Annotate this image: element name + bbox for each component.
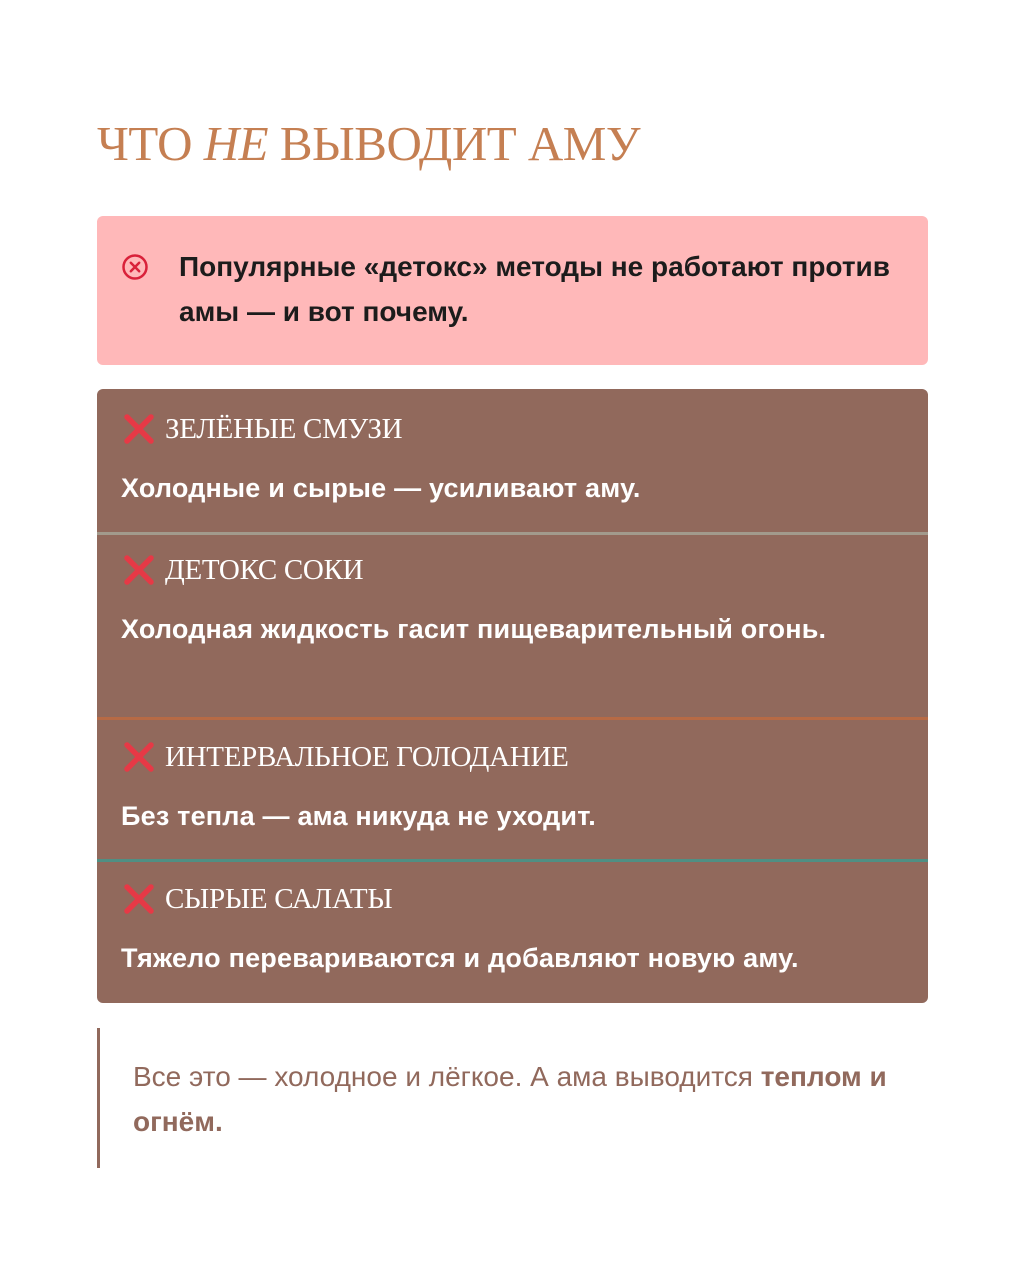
cross-mark-icon [121, 411, 157, 447]
item-header [121, 552, 363, 588]
cross-mark-icon [121, 552, 157, 588]
item-title: ДЕТОКС СОКИ [165, 554, 364, 586]
cross-mark-icon [121, 739, 157, 775]
list-item-raw-salads [97, 859, 928, 1003]
item-title: СЫРЫЕ САЛАТЫ [165, 883, 393, 915]
circle-x-icon [121, 253, 149, 281]
item-title: ЗЕЛЁНЫЕ СМУЗИ [165, 413, 403, 445]
item-header [121, 739, 569, 775]
quote-main: Все это — холодное и лёгкое. А ама выводится [133, 1061, 761, 1092]
item-description: Тяжело перевариваются и добавляют новую аму. [121, 943, 799, 973]
item-header [121, 411, 402, 447]
title-accent: НЕ [203, 116, 269, 171]
page-title [97, 112, 640, 176]
item-title: ИНТЕРВАЛЬНОЕ ГОЛОДАНИЕ [165, 741, 569, 773]
item-description: Холодная жидкость гасит пищеварительный огонь. [121, 614, 827, 644]
list-item-detox-juices [97, 530, 928, 720]
conclusion-quote [97, 1028, 897, 1168]
cross-mark-icon [121, 881, 157, 917]
title-part-2: ВЫВОДИТ АМУ [268, 116, 641, 171]
quote-emphasis: теплом и огнём. [133, 1061, 887, 1137]
list-item-intermittent-fasting [97, 717, 928, 860]
item-description: Без тепла — ама никуда не уходит. [121, 801, 596, 831]
quote-text [133, 1054, 893, 1144]
item-description: Холодные и сырые — усиливают аму. [121, 473, 641, 503]
list-item-green-smoothies [97, 389, 928, 532]
item-header [121, 881, 392, 917]
alert-message: Популярные «детокс» методы не работают против амы — и вот почему. [179, 251, 890, 327]
myths-list [97, 389, 928, 1003]
warning-alert [97, 216, 928, 365]
title-part-1: ЧТО [97, 116, 204, 171]
